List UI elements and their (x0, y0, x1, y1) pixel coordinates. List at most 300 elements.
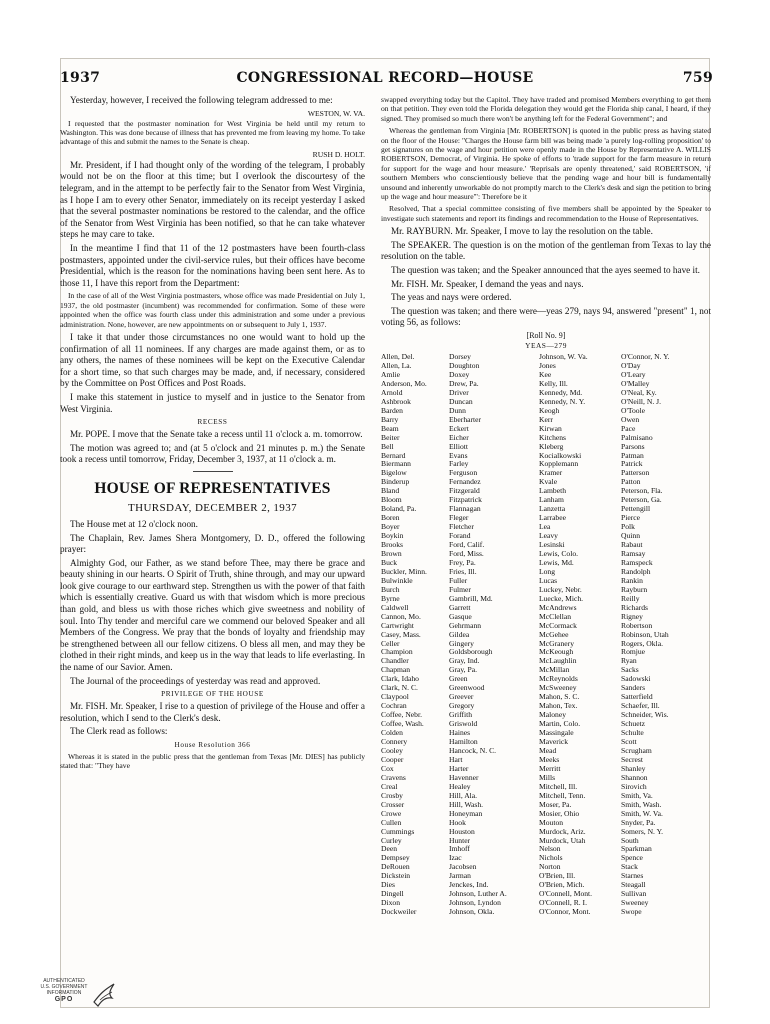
vote-name: Buckler, Minn. (381, 567, 427, 576)
vote-name: Sweeney (621, 899, 649, 908)
vote-name: Quinn (621, 532, 640, 541)
speech-text: The question is on the motion of the gentleman from Texas to lay the resolution on the table. (381, 239, 711, 262)
paragraph: In the meantime I find that 11 of the 12 postmasters have been fourth-class postmasters, appointed under the civil-service rules, but their offices have become Presidential, which is the reason for the nominations having been sent here. As to those 11, I have this report from the Department: (60, 242, 365, 288)
vote-name: Boyer (381, 523, 400, 532)
vote-name: McKeough (539, 648, 574, 657)
vote-name: Crowe (381, 809, 402, 818)
vote-name: Dies (381, 881, 395, 890)
vote-name: Secrest (621, 755, 643, 764)
vote-name: Smith, Wash. (621, 800, 662, 809)
vote-name: Larrabee (539, 514, 566, 523)
vote-name: Johnson, W. Va. (539, 353, 588, 362)
vote-name: Fletcher (449, 523, 474, 532)
vote-name: Gasque (449, 612, 472, 621)
vote-name: O'Connor, N. Y. (621, 353, 670, 362)
vote-name: Rigney (621, 612, 643, 621)
vote-name: Dorsey (449, 353, 471, 362)
vote-name: Kerr (539, 415, 553, 424)
vote-name: Fernandez (449, 478, 481, 487)
vote-name: Gambrill, Md. (449, 594, 493, 603)
gpo-line: U.S. GOVERNMENT (40, 984, 88, 990)
vote-name: Reilly (621, 594, 640, 603)
paragraph: The House met at 12 o'clock noon. (70, 518, 198, 529)
paragraph (381, 240, 711, 263)
vote-name: Jacobsen (449, 863, 477, 872)
vote-name: Greenwood (449, 684, 485, 693)
vote-name: Meeks (539, 755, 560, 764)
vote-name: Rogers, Okla. (621, 639, 663, 648)
vote-name: Ashbrook (381, 397, 411, 406)
resolution-whereas: Whereas the gentleman from Virginia [Mr. ROBERTSON] is quoted in the public press as having stated on the floor of the House: "Charges the House farm bill was being made 'a purely log-rolling proposition' to get signatures on the wage and hour petition were openly made in the House by Representative A. WILLIS ROBERTSON, Democrat, of Virginia. He spoke of efforts to 'trade support for the farm measure in return for support for the wage and hour measure.' 'Reprisals are openly threatened,' said ROBERTSON, 'if southern Members who conscientiously believe that the pending wage and hour bill is fundamentally unsound and inherently unworkable do not promptly march to the Clerk's desk and sign the petition to bring up the wage and hour measure'": Therefore be it (381, 126, 711, 202)
vote-name: Bell (381, 442, 394, 451)
vote-name: Beiter (381, 433, 400, 442)
vote-name: Creal (381, 782, 398, 791)
vote-name: Ferguson (449, 469, 478, 478)
vote-name: Kvale (539, 478, 558, 487)
vote-name: McSweeney (539, 684, 577, 693)
vote-name: Buck (381, 558, 398, 567)
vote-name: Bigelow (381, 469, 407, 478)
vote-name: Elliott (449, 442, 468, 451)
vote-name: Dockweiler (381, 908, 417, 917)
vote-name: Cox (381, 764, 394, 773)
vote-name: Chandler (381, 657, 409, 666)
vote-name: Nelson (539, 845, 561, 854)
speaker-name: Mr. RAYBURN. (391, 226, 453, 237)
gpo-line: GPO (54, 996, 74, 1003)
vote-name: Lambeth (539, 487, 566, 496)
vote-name: Crosser (381, 800, 405, 809)
vote-name: Murdock, Utah (539, 836, 586, 845)
vote-name: Colden (381, 729, 403, 738)
vote-name: Eicher (449, 433, 469, 442)
vote-name: Beam (381, 424, 399, 433)
vote-name: Coffee, Wash. (381, 720, 424, 729)
vote-name: Lesinski (539, 541, 565, 550)
paragraph: The Chaplain, Rev. James Shera Montgomery, D. D., offered the following prayer: (60, 532, 365, 555)
paragraph: The yeas and nays were ordered. (391, 292, 512, 303)
vote-name: Deen (381, 845, 398, 854)
vote-name: O'Brien, Mich. (539, 881, 585, 890)
resolution-continued: swapped everything today but the Capitol. They have traded and promised Members everything to get them on that petition. They even told the Florida delegation they would get the Florida ship canal, I heard, if they signed. They promised so much there won't be anything left for the Federal Government"; and (381, 95, 711, 123)
vote-name: Stack (621, 863, 638, 872)
vote-name: Crosby (381, 791, 403, 800)
vote-name: Houston (449, 827, 475, 836)
paragraph: I make this statement in justice to myself and in justice to the Senator from West Virginia. (60, 391, 365, 414)
vote-name: Richards (621, 603, 648, 612)
vote-name: Patterson (621, 469, 650, 478)
vote-name: Gray, Ind. (449, 657, 480, 666)
vote-name: South (621, 836, 639, 845)
yeas-heading: YEAS—279 (525, 341, 567, 351)
vote-name: Clark, Idaho (381, 675, 419, 684)
vote-name: Luckey, Nebr. (539, 585, 582, 594)
vote-name: Eckert (449, 424, 469, 433)
paragraph: Mr. President, if I had thought only of the wording of the telegram, I probably would not be on the floor at this time; but I overlook the discourtesy of the telegram, and in the attempt to be perfectly fair to the Senator from West Virginia, as I hope I am to every other Senator, immediately on its receipt yesterday I asked that the several postmaster nominations be restored to the calendar, and the office of the Senator from West Virginia has been notified, so that he can take whatever steps he may care to take. (60, 159, 365, 240)
prayer-text: Almighty God, our Father, as we stand before Thee, may there be grace and beauty shining in our hearts. O Spirit of Truth, shine through, and may our upward look give courage to our earthward step. Strengthen us with the power of that faith which is essentially creative. Guard us with that wisdom which is more precious than gold, and bless us with those riches which give sweetness and nobility of soul. Into Thy tender and merciful care we commend our beloved Speaker and all Members of the Congress. We pray that the bonds of loyalty and friendship may be strengthened between all our fellow citizens. O bless all men, and may they be clothed in their right minds, and keep us in the way that leads to life everlasting. In the name of our Savior. Amen. (60, 557, 365, 673)
vote-name: Kocialkowski (539, 451, 582, 460)
vote-name: Pierce (621, 514, 640, 523)
vote-name: Polk (621, 523, 635, 532)
vote-name: O'Brien, Ill. (539, 872, 576, 881)
vote-name: Gray, Pa. (449, 666, 477, 675)
vote-name: Green (449, 675, 468, 684)
vote-name: Kleberg (539, 442, 564, 451)
vote-name: O'Leary (621, 370, 646, 379)
vote-name: Boland, Pa. (381, 505, 417, 514)
vote-name: Eberharter (449, 415, 482, 424)
vote-name: Dickstein (381, 872, 411, 881)
vote-name: Bloom (381, 496, 402, 505)
vote-name: Driver (449, 388, 469, 397)
vote-name: Lewis, Colo. (539, 550, 579, 558)
vote-name: Garrett (449, 603, 471, 612)
vote-name-list (381, 353, 711, 917)
vote-name: Sadowski (621, 675, 651, 684)
vote-name: McLaughlin (539, 657, 577, 666)
vote-name: Boren (381, 514, 400, 523)
header-title: CONGRESSIONAL RECORD—HOUSE (236, 70, 534, 86)
telegram-text: I requested that the postmaster nomination for West Virginia be held until my return to Washington. This was done because of illness that has prevented me from leaving my home. To take advantage of this and submit the names to the Senate is cheap. (60, 118, 365, 147)
vote-name: Shanley (621, 764, 646, 773)
vote-name: McGranery (539, 639, 574, 648)
vote-name: Palmisano (621, 433, 653, 442)
department-report: In the case of all of the West Virginia postmasters, whose office was made Presidential on July 1, 1937, the old postmaster (incumbent) was recommended for confirmation. Some of these were appointed when the office was fourth class under this administration and some under a previous administration. None, however, are new appointments on or subsequent to July 1, 1937. (60, 291, 365, 329)
vote-name: Gildea (449, 630, 470, 639)
vote-name: Fitzpatrick (449, 496, 482, 505)
vote-name: Merritt (539, 764, 561, 773)
vote-name: Lanham (539, 496, 564, 505)
vote-name: Fries, Ill. (449, 567, 477, 576)
vote-name: Luecke, Mich. (539, 594, 584, 603)
left-column (60, 95, 365, 774)
right-column (381, 95, 711, 917)
vote-name: McReynolds (539, 675, 578, 684)
vote-name: Caldwell (381, 603, 409, 612)
vote-name: Peterson, Fla. (621, 487, 663, 496)
vote-name: Hill, Ala. (449, 791, 478, 800)
paragraph: Yesterday, however, I received the following telegram addressed to me: (70, 95, 333, 105)
vote-name: Sullivan (621, 890, 647, 899)
vote-name: Griffith (449, 711, 473, 720)
header-page-number: 759 (682, 70, 713, 86)
vote-name: Mouton (539, 818, 564, 827)
vote-name: Kirwan (539, 424, 562, 433)
paragraph (381, 226, 711, 238)
speech-text: Mr. Speaker, I demand the yeas and nays. (428, 278, 584, 289)
vote-name: Celler (381, 639, 400, 648)
resolution-resolved: Resolved, That a special committee consisting of five members shall be appointed by the Speaker to investigate such statements and report its findings and recommendation to the House of Representatives. (381, 204, 711, 223)
vote-name: Mills (539, 773, 556, 782)
speaker-name: The SPEAKER. (391, 239, 452, 250)
speaker-name: Mr. POPE. (70, 429, 111, 440)
vote-name: Griswold (449, 720, 478, 729)
vote-name: McClellan (539, 612, 572, 621)
vote-name: Keogh (539, 406, 560, 415)
vote-name: Cooper (381, 755, 404, 764)
vote-name: O'Connell, R. I. (539, 899, 587, 908)
vote-name: Lea (539, 523, 551, 532)
speaker-name: Mr. FISH. (70, 701, 108, 712)
vote-name: Bland (381, 487, 400, 496)
vote-name: Cochran (381, 702, 407, 711)
vote-name: Amlie (381, 370, 400, 379)
vote-name: McMillan (539, 666, 570, 675)
vote-name: Casey, Mass. (381, 630, 421, 639)
vote-name: Smith, Va. (621, 791, 653, 800)
vote-name: Schulte (621, 729, 644, 738)
telegram-place: WESTON, W. VA. (307, 108, 365, 118)
vote-name: Maverick (539, 738, 569, 747)
vote-name: Burch (381, 585, 400, 594)
vote-name: Gehrmann (449, 621, 482, 630)
vote-name: DeRouen (381, 863, 410, 872)
vote-name: Starnes (621, 872, 644, 881)
vote-name: Jarman (449, 872, 471, 881)
vote-name: Lewis, Md. (539, 558, 574, 567)
vote-name: Owen (621, 415, 640, 424)
vote-name: Ryan (621, 657, 637, 666)
vote-name: Smith, W. Va. (621, 809, 663, 818)
vote-name: Schneider, Wis. (621, 711, 669, 720)
vote-name: O'Connell, Mont. (539, 890, 593, 899)
vote-name: Dunn (449, 406, 466, 415)
vote-name: Fuller (449, 576, 468, 585)
vote-name: McAndrews (539, 603, 577, 612)
house-heading: HOUSE OF REPRESENTATIVES (94, 479, 331, 497)
vote-name: Dempsey (381, 854, 410, 863)
vote-name: Fulmer (449, 585, 471, 594)
vote-name: Rabaut (621, 541, 643, 550)
vote-name: Mosier, Ohio (539, 809, 580, 818)
gpo-line: INFORMATION (46, 990, 82, 996)
vote-name: Patrick (621, 460, 643, 469)
speech-text: Mr. Speaker, I move to lay the resolution on the table. (452, 226, 653, 237)
vote-name: McCormack (539, 621, 577, 630)
vote-name: Ford, Miss. (449, 550, 484, 558)
vote-name: Ramsay (621, 550, 646, 558)
vote-name: Romjue (621, 648, 646, 657)
vote-name: Barden (381, 406, 403, 415)
vote-name: Rankin (621, 576, 643, 585)
vote-name: O'Toole (621, 406, 646, 415)
vote-name: Curley (381, 836, 402, 845)
eagle-icon (90, 980, 118, 1010)
paragraph: The Clerk read as follows: (70, 726, 168, 737)
vote-name: Somers, N. Y. (621, 827, 663, 836)
vote-name: McGehee (539, 630, 569, 639)
vote-name: Murdock, Ariz. (539, 827, 586, 836)
paragraph: The Journal of the proceedings of yesterday was read and approved. (70, 675, 321, 686)
gpo-line: AUTHENTICATED (43, 978, 85, 984)
paragraph: I take it that under those circumstances no one would want to hold up the confirmation of all 11 nominees. If any charges are made against them, or as to any others, the names of these nominees will be kept on the Executive Calendar for a short time, so that such charges may be made, and, if necessary, considered by the Committee on Post Offices and Post Roads. (60, 331, 365, 389)
vote-name: Fleger (449, 514, 469, 523)
vote-name: Snyder, Pa. (621, 818, 656, 827)
paragraph (60, 429, 365, 441)
vote-name: Kennedy, Md. (539, 388, 583, 397)
section-heading-recess: RECESS (197, 418, 228, 427)
vote-name: Hook (449, 818, 466, 827)
vote-name: Schaefer, Ill. (621, 702, 660, 711)
vote-name: Bernard (381, 451, 406, 460)
vote-name: Connery (381, 738, 408, 747)
vote-name: Chapman (381, 666, 411, 675)
vote-name: Johnson, Lyndon (449, 899, 501, 908)
vote-name: Champion (381, 648, 413, 657)
vote-name: Kee (539, 370, 552, 379)
vote-name: O'Day (621, 361, 641, 370)
vote-name: Johnson, Luther A. (449, 890, 507, 899)
vote-name: Cravens (381, 773, 406, 782)
vote-name: Cummings (381, 827, 415, 836)
vote-name: Lucas (539, 576, 558, 585)
vote-name: Sparkman (621, 845, 652, 854)
vote-name: Doughton (449, 361, 480, 370)
vote-name: Dixon (381, 899, 400, 908)
vote-name: Jones (539, 361, 556, 370)
vote-name: Sacks (621, 666, 639, 675)
vote-name: Scrugham (621, 746, 652, 755)
vote-name: Hill, Wash. (449, 800, 484, 809)
vote-name: Satterfield (621, 693, 653, 702)
vote-name: Honeyman (449, 809, 483, 818)
vote-name: Imhoff (449, 845, 470, 854)
vote-name: Hart (449, 755, 463, 764)
vote-name: Martin, Colo. (539, 720, 581, 729)
vote-name: Moser, Pa. (539, 800, 572, 809)
resolution-text: Whereas it is stated in the public press that the gentleman from Texas [Mr. DIES] has publicly stated that: "They have (60, 752, 365, 771)
vote-name: Massingale (539, 729, 574, 738)
header-year: 1937 (60, 70, 101, 86)
vote-name: Cartwright (381, 621, 414, 630)
vote-name: Rayburn (621, 585, 648, 594)
vote-name: Shannon (621, 773, 648, 782)
vote-name: Dingell (381, 890, 404, 899)
vote-name: Robertson (621, 621, 653, 630)
vote-name: Izac (449, 854, 462, 863)
section-heading-privilege: PRIVILEGE OF THE HOUSE (161, 690, 264, 699)
paragraph (381, 279, 711, 291)
vote-name: Boykin (381, 532, 404, 541)
vote-name: Hancock, N. C. (449, 746, 497, 755)
vote-name: Sirovich (621, 782, 647, 791)
vote-name: Havenner (449, 773, 479, 782)
vote-name: Gregory (449, 702, 475, 711)
vote-name: Maloney (539, 711, 566, 720)
speech-text: Mr. Speaker, I rise to a question of privilege of the House and offer a resolution, which I send to the Clerk's desk. (60, 701, 365, 723)
vote-name: Flannagan (449, 505, 481, 514)
vote-name: Pace (621, 424, 636, 433)
vote-name: Coffee, Nebr. (381, 711, 422, 720)
vote-name: Randolph (621, 567, 651, 576)
vote-name: Allen, La. (381, 361, 412, 370)
vote-name: Claypool (381, 693, 409, 702)
vote-name: Haines (449, 729, 471, 738)
vote-name: Cannon, Mo. (381, 612, 421, 621)
gpo-seal-text (40, 978, 88, 1004)
vote-name: Kelly, Ill. (539, 379, 568, 388)
house-date: THURSDAY, DECEMBER 2, 1937 (127, 501, 297, 514)
vote-name: Peterson, Ga. (621, 496, 662, 505)
vote-name: Brown (381, 550, 402, 558)
vote-name: Kennedy, N. Y. (539, 397, 586, 406)
vote-name: Cooley (381, 746, 403, 755)
vote-name: Doxey (449, 370, 470, 379)
vote-name: Robinson, Utah (621, 630, 669, 639)
vote-name: O'Neill, N. J. (621, 397, 661, 406)
paragraph (60, 701, 365, 724)
vote-name: Patton (621, 478, 641, 487)
gpo-authentication-seal (40, 978, 130, 1018)
vote-name: Ramspeck (621, 558, 653, 567)
vote-name: O'Malley (621, 379, 650, 388)
vote-name: Johnson, Okla. (449, 908, 495, 917)
vote-name: Mitchell, Tenn. (539, 791, 586, 800)
vote-name: Hamilton (449, 738, 478, 747)
vote-name: Mitchell, Ill. (539, 782, 578, 791)
vote-name: Frey, Pa. (449, 558, 476, 567)
vote-name: Pettengill (621, 505, 651, 514)
paragraph: The question was taken; and the Speaker announced that the ayes seemed to have it. (391, 265, 700, 276)
resolution-title: House Resolution 366 (174, 741, 251, 749)
vote-name: Binderup (381, 478, 410, 487)
vote-name: Jenckes, Ind. (449, 881, 489, 890)
paragraph: The motion was agreed to; and (at 5 o'clock and 21 minutes p. m.) the Senate took a recess until tomorrow, Friday, December 3, 1937, at 11 o'clock a. m. (60, 442, 365, 465)
vote-name: Mahon, Tex. (539, 702, 578, 711)
vote-name: Nichols (539, 854, 563, 863)
vote-name: Mead (539, 746, 557, 755)
divider (193, 471, 233, 472)
vote-name: Forand (449, 532, 471, 541)
vote-name: Hunter (449, 836, 471, 845)
roll-number: [Roll No. 9] (526, 331, 566, 341)
speaker-name: Mr. FISH. (391, 278, 429, 289)
vote-name: Drew, Pa. (449, 379, 479, 388)
vote-name: Clark, N. C. (381, 684, 418, 693)
vote-name: Steagall (621, 881, 646, 890)
vote-name: O'Neal, Ky. (621, 388, 657, 397)
vote-name: Biermann (381, 460, 411, 469)
vote-name: Spence (621, 854, 643, 863)
vote-name: Patman (621, 451, 644, 460)
vote-name: Byrne (381, 594, 400, 603)
telegram-signature: RUSH D. HOLT. (312, 149, 365, 159)
vote-name: Harter (449, 764, 469, 773)
vote-name: Norton (539, 863, 561, 872)
vote-name: Cullen (381, 818, 402, 827)
vote-name: Greever (449, 693, 474, 702)
vote-name: Schuetz (621, 720, 646, 729)
vote-name: Sanders (621, 684, 646, 693)
vote-name: Long (539, 567, 556, 576)
vote-name: Bulwinkle (381, 576, 413, 585)
vote-name: Brooks (381, 541, 403, 550)
vote-name: Healey (449, 782, 471, 791)
speech-text: I move that the Senate take a recess until 11 o'clock a. m. tomorrow. (110, 429, 363, 440)
vote-name: Kramer (539, 469, 563, 478)
vote-name: Leavy (539, 532, 558, 541)
vote-name: Swope (621, 908, 642, 917)
vote-name: Kitchens (539, 433, 566, 442)
vote-name: Goldsborough (449, 648, 493, 657)
vote-name: Anderson, Mo. (381, 379, 427, 388)
vote-name: Mahon, S. C. (539, 693, 580, 702)
vote-name: Gingery (449, 639, 474, 648)
vote-name: Scott (621, 738, 637, 747)
vote-name: Evans (449, 451, 468, 460)
vote-name: Barry (381, 415, 399, 424)
vote-name: Allen, Del. (381, 353, 415, 362)
